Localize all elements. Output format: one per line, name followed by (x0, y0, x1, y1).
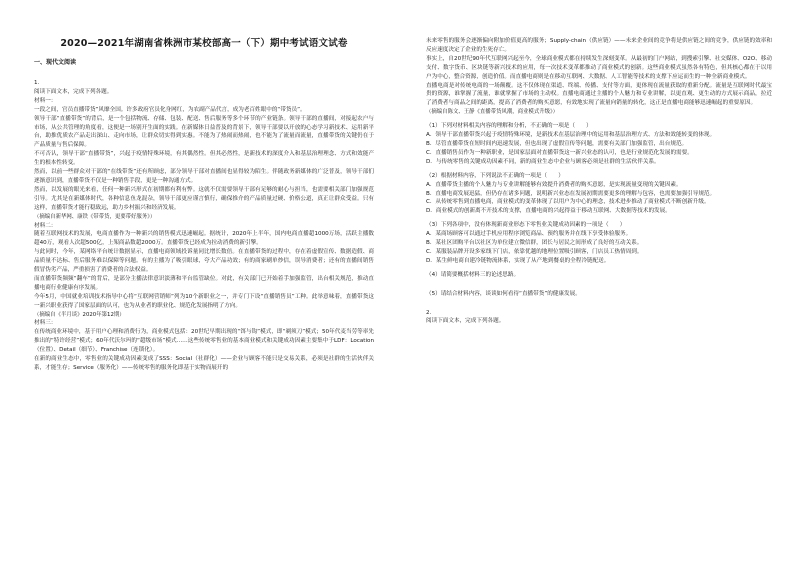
material-2-paragraph: 今年5月，中国就业培训技术指导中心将“互联网营销师”列为10个新职业之一，并专门下设“直播销售员”工种。此举意味着，直播带货这一新兴职业获得了国家层面的认可，也为从业者的职业化、规范化发展指明了方向。 (34, 293, 374, 309)
question-2-option-b: B．直播电商发展迅猛，但仍存在诸多问题，说明新兴业态在发展初期需要更多的理解与包容，也需要加强引导规范。 (426, 190, 716, 197)
reading-instruction-2: 阅读下面文本，完成下列各题。 (426, 318, 505, 325)
material-3-paragraph: 在传统商业环境中，基于用户心理和消费行为，商业模式包括：20世纪早期出现的“饵与钩”模式，即“剃须刀”模式；50年代麦当劳等率先推出的“特许经营”模式；60年代沃尔玛的“超级市场”模式……这些传统零售业的基本商业模式和关键成功因素主要集中于LDF：Location（位置）、Detail（细节）、Franchise（连锁化）。 (34, 329, 374, 354)
material-3-source: （摘编自陈文、王静《直播带货风潮，商业模式升级》） (426, 109, 559, 116)
question-1: （1）下列对材料相关内容的理解和分析，不正确的一项是（ ） (426, 123, 592, 130)
question-2-option-a: A．直播带货主播的个人魅力与专业讲解能够有效提升消费者的购买意愿，是实现流量变现的关键因素。 (426, 181, 682, 188)
material-2-source: （摘编自《半月谈》2020年第12期） (34, 311, 125, 318)
material-2-paragraph: 随着互联网技术的发展，电商直播作为一种新兴的销售模式迅速崛起。据统计，2020年上半年，国内电商直播超1000万场，活跃主播数超40万，观看人次超500亿，上架商品数超2000万。直播带货已经成为拉动消费的新引擎。 (34, 231, 374, 247)
question-2-option-d: D．商业模式的创新离不开技术的支撑，直播电商的兴起得益于移动互联网、大数据等技术的发展。 (426, 208, 671, 215)
material-3-paragraph: 直播电商是对传统电商的一场颠覆。这不仅体现在渠道、终端、传播、支付等方面，更体现在流量获取的重新分配。流量是互联网时代最宝贵的资源，谁掌握了流量，谁就掌握了市场的主动权。直播电商通过主播的个人魅力和专业讲解，以更直观、更生动的方式展示商品，拉近了消费者与商品之间的距离，提高了消费者的购买意愿，有效地实现了流量向销量的转化，这正是直播电商能够迅速崛起的重要原因。 (426, 82, 772, 107)
question-3-option-b: B．某社区团购平台以社区为单位建立微信群，团长与居民之间形成了良好的互动关系。 (426, 240, 643, 247)
question-1-option-b: B．尽管直播带货在短时间内迅速发展，但也出现了虚假宣传等问题，需要有关部门加强监管，出台规范。 (426, 140, 688, 147)
material-3-paragraph: 事实上，自20世纪90年代互联网兴起至今，全球商业模式都在持续发生深刻变革。从最初的门户网站，到搜索引擎、社交媒体、O2O、移动支付、数字货币、区块链等新兴技术的应用，每一次技术变革都推动了商业模式的创新。这些商业模式虽然各有特色，但其核心都在于以用户为中心，整合资源，创造价值。而直播电商则是在移动互联网、大数据、人工智能等技术的支撑下应运而生的一种全新商业模式。 (426, 55, 772, 80)
question-2: （2）根据材料内容，下列说法不正确的一项是（ ） (426, 172, 564, 179)
material-3-paragraph: 在新的商业生态中，零售业的关键成功因素变成了SSS：Social（社群化）——企业与顾客不能只是交易关系，必须是社群的生活伙伴关系，才能生存；Service（服务化）——传统零售的服务化即基于实物而展开的 (34, 356, 374, 371)
question-2-option-c: C．从传统零售到直播电商，商业模式的变革体现了以用户为中心的理念，技术进步推动了商业模式不断创新升级。 (426, 199, 710, 206)
material-1-label: 材料一： (34, 97, 57, 104)
material-2-paragraph: 与此同时，今年，某网络平台统计数据显示，直播电商领域投诉量同比增长数倍。在直播带货的过程中，存在着虚假宣传、数据造假、商品质量不达标、售后服务难以保障等问题。有的主播为了吸引眼球，夸大产品功效；有的商家刷单炒信，误导消费者；还有的直播间销售假冒伪劣产品，严重损害了消费者的合法权益。 (34, 249, 374, 274)
question-3-option-a: A．某商场顾客可以通过手机应用程序浏览商品、预约服务并在线下享受体验服务。 (426, 231, 632, 238)
right-column (400, 0, 794, 562)
left-column-content (34, 38, 374, 373)
question-1-option-c: C．直播销售员作为一种新职业，是国家层面对直播带货这一新兴业态的认可，也是行业规范化发展的需要。 (426, 149, 693, 156)
material-1-paragraph: 一段之间，官员直播带货”风靡全国。许多政府官员化身网红，为农副产品代言，成为老百姓眼中的“带货员”。 (34, 106, 306, 113)
material-1-paragraph: 然而，以发展的眼光来看，任何一种新兴形式在初期都有利有弊。这就不仅需要领导干部有足够的耐心与担当，也需要相关部门加强规范引导。尤其是在新媒体时代，各种信息鱼龙混杂，领导干部更应谨言慎行，确保推介的产品质量过硬、价格公道，真正让群众受益。只有这样，直播带货才能行稳致远，助力乡村振兴和经济发展。 (34, 186, 374, 211)
material-2-paragraph: 而直播带货频频“翻车”的背后，是部分主播法律意识淡薄和平台监管缺位。对此，有关部门已开始着手加强监管，出台相关规范，推动直播电商行业健康有序发展。 (34, 275, 374, 291)
reading-instruction: 阅读下面文本，完成下列各题。 (34, 88, 113, 95)
material-3-label: 材料三： (34, 320, 57, 327)
question-1-option-a: A．领导干部直播带货兴起于疫情特殊环境，是新技术在基层治理中的运用和基层治理方式、方法和效能转变的体现。 (426, 132, 716, 139)
section-heading: 一、现代文阅读 (34, 59, 77, 66)
question-3: （3）下列各项中，没有体现新商业形态下零售业关键成功因素的一项是（ ） (426, 222, 626, 229)
question-3-option-d: D．某生鲜电商自建冷链物流体系，实现了从产地到餐桌的全程冷链配送。 (426, 257, 610, 264)
material-1-paragraph: 然而，以前一些群众对干部的“在线带货”还有所顾虑，部分领导干部对直播间也显得较为陌生。伴随政务新媒体的广泛普及，领导干部们逐渐意识到，直播带货不仅是一种销售手段，更是一种沟通方式。 (34, 169, 374, 184)
right-column-content (426, 37, 772, 326)
question-1-option-d: D．与传统零售的关键成功因素不同，新的商业生态中企业与顾客必须是社群的生活伙伴关系。 (426, 158, 660, 165)
question-index: 1. (34, 80, 40, 86)
material-1-paragraph: 不可否认，领导干部“直播带货”，兴起于疫情特殊环境，有其偶然性。但其必然性，是新技术的深度介入和基层治理理念、方式和效能产生的根本性转变。 (34, 151, 374, 167)
material-3-continued: 未来零售的服务会逐渐偏向附加价值更高的服务；Supply-chain（供应链）——未来企业间的竞争将是供应链之间的竞争，供应链的效率和反应速度决定了企业的生死存亡。 (426, 38, 772, 53)
question-5: （5）请结合材料内容，谈谈如何看待“直播带货”的健康发展。 (426, 290, 581, 297)
question-3-option-c: C．某服装品牌开设多家线下门店，依靠优越的地理位置吸引顾客，门店员工热情周到。 (426, 248, 643, 255)
question-index-2: 2. (426, 309, 432, 316)
exam-title: 2020—2021年湖南省株洲市某校部高一（下）期中考试语文试卷 (60, 38, 348, 49)
material-1-paragraph: 领导干部“直播带货”的背后，是一个包括物流、存储、包装、配送、售后服务等多个环节的产业链条。领导干部的直播间，对接起农户与市场，从公共管理的角度看，这便是一场别开生面的实践。在新媒体日益普及的背景下，领导干部要以开放的心态学习新技术、运用新平台，助推优质农产品走出深山、走向市场，让群众切实得到实惠。不能为了热闹而热闹，也不能为了流量而流量，直播带货的关键仍在于产品质量与售后保障。 (34, 115, 374, 149)
question-4: （4）请简要概括材料三的论述思路。 (426, 271, 520, 278)
material-2-label: 材料二： (34, 222, 57, 229)
material-1-source: （摘编自新华网、康铁《带带货，更要带好服务》） (34, 213, 156, 220)
